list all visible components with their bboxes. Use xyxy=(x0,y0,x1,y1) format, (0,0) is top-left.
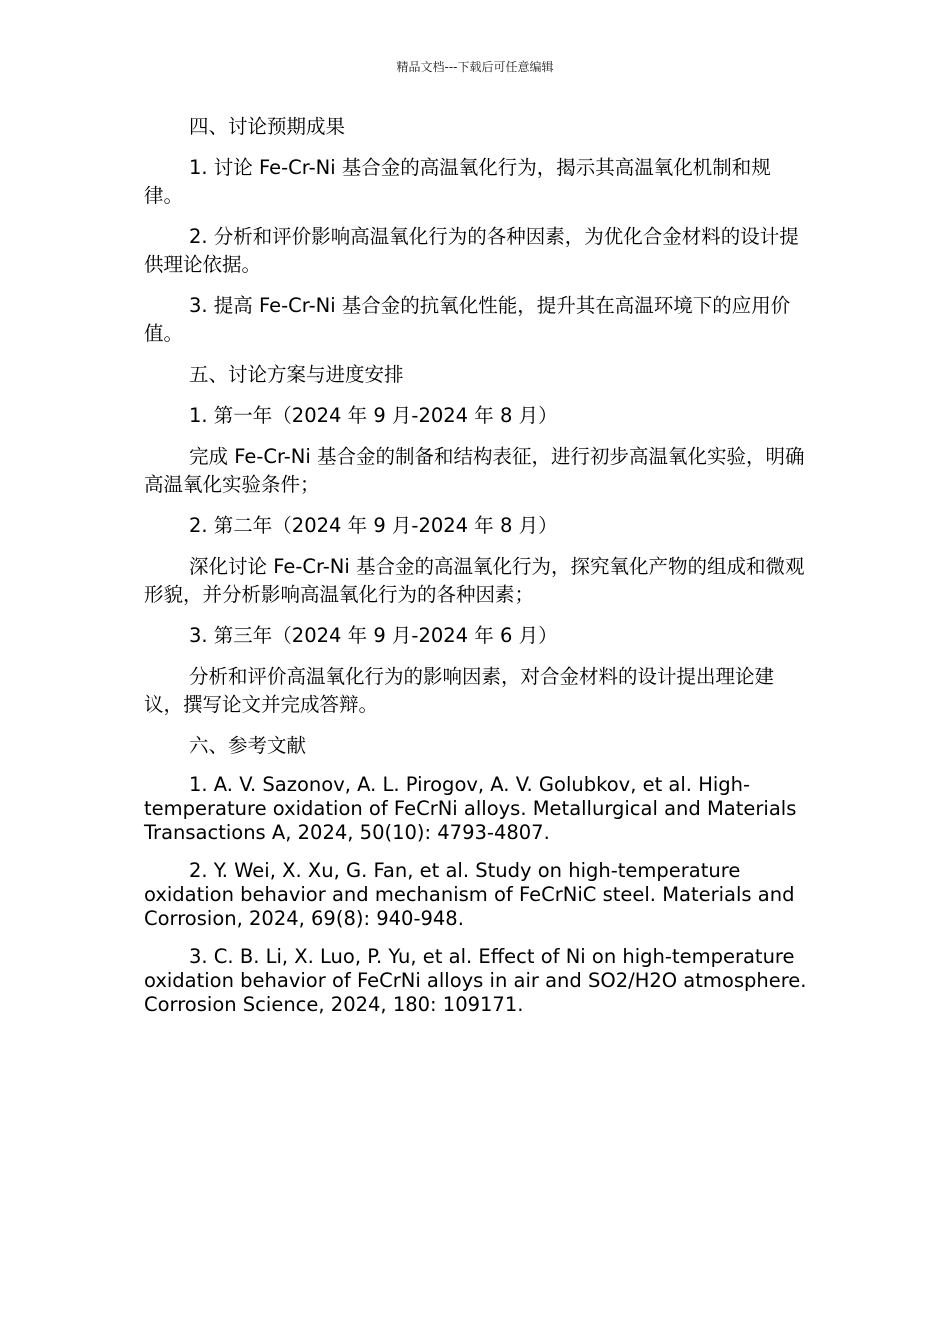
paragraph: 2. 分析和评价影响高温氧化行为的各种因素，为优化合金材料的设计提供理论依据。 xyxy=(144,225,799,276)
section-heading-expected-results: 四、讨论预期成果 xyxy=(189,115,346,138)
schedule-year-2: 2. 第二年（2024 年 9 月-2024 年 8 月） xyxy=(189,514,558,537)
reference-item: 3. C. B. Li, X. Luo, P. Yu, et al. Effect of Ni on high-temperature oxidation behavior of FeCrNi alloys in air and SO2/H2O atmosphere. Corrosion Science, 2024, 180: 109171. xyxy=(144,945,807,1016)
paragraph: 分析和评价高温氧化行为的影响因素，对合金材料的设计提出理论建议，撰写论文并完成答辩。 xyxy=(144,665,775,716)
document-body xyxy=(144,113,808,1031)
paragraph: 深化讨论 Fe-Cr-Ni 基合金的高温氧化行为，探究氧化产物的组成和微观形貌，并分析影响高温氧化行为的各种因素； xyxy=(144,555,805,606)
reference-item: 1. A. V. Sazonov, A. L. Pirogov, A. V. Golubkov, et al. High-temperature oxidation of FeCrNi alloys. Metallurgical and Materials Transactions A, 2024, 50(10): 4793-4807. xyxy=(144,773,797,844)
paragraph: 完成 Fe-Cr-Ni 基合金的制备和结构表征，进行初步高温氧化实验，明确高温氧化实验条件； xyxy=(144,445,805,496)
paragraph: 3. 提高 Fe-Cr-Ni 基合金的抗氧化性能，提升其在高温环境下的应用价值。 xyxy=(144,294,791,345)
reference-item: 2. Y. Wei, X. Xu, G. Fan, et al. Study on high-temperature oxidation behavior and mechanism of FeCrNiC steel. Materials and Corrosion, 2024, 69(8): 940-948. xyxy=(144,859,795,930)
section-heading-references: 六、参考文献 xyxy=(189,734,307,757)
schedule-year-1: 1. 第一年（2024 年 9 月-2024 年 8 月） xyxy=(189,404,558,427)
schedule-year-3: 3. 第三年（2024 年 9 月-2024 年 6 月） xyxy=(189,624,558,647)
paragraph: 1. 讨论 Fe-Cr-Ni 基合金的高温氧化行为，揭示其高温氧化机制和规律。 xyxy=(144,156,771,207)
page-header: 精品文档---下载后可任意编辑 xyxy=(396,60,554,74)
section-heading-plan-schedule: 五、讨论方案与进度安排 xyxy=(189,363,404,386)
